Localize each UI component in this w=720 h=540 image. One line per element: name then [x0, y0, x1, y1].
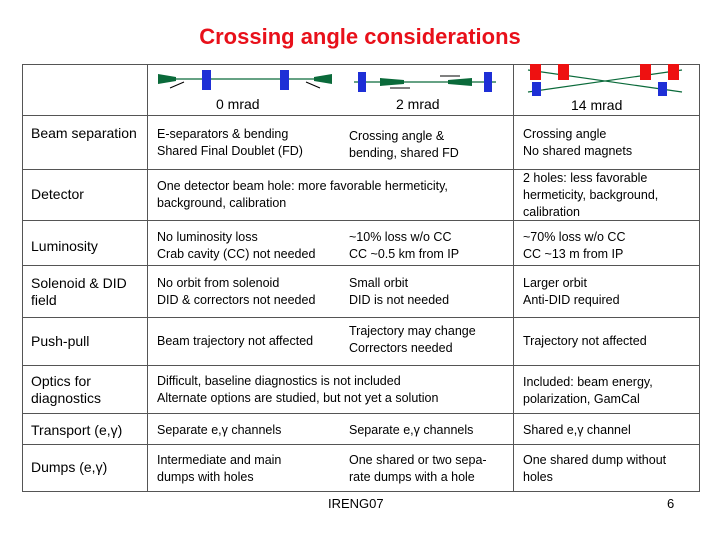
page-number: 6 [667, 496, 675, 511]
diagram-0mrad [150, 64, 340, 94]
row-divider [22, 265, 700, 266]
column-header-0mrad: 0 mrad [216, 96, 260, 112]
cell-line: One detector beam hole: more favorable hermeticity, [157, 179, 448, 193]
cell-line: CC ~13 m from IP [523, 247, 624, 261]
cell-line: One shared or two sepa- [349, 453, 487, 467]
row-divider [22, 413, 700, 414]
cell-detector-0-2mrad [157, 178, 448, 212]
cell-line: One shared dump without [523, 453, 667, 467]
cell-line: Larger orbit [523, 276, 587, 290]
cell-line: Included: beam energy, [523, 375, 653, 389]
column-header-2mrad: 2 mrad [396, 96, 440, 112]
cell-line: No shared magnets [523, 144, 633, 158]
diagram-2mrad [350, 66, 500, 96]
cell-luminosity-2mrad [349, 229, 459, 263]
cell-line: Trajectory may change [349, 324, 476, 338]
cell-line: holes [523, 470, 553, 484]
cell-line: No orbit from solenoid [157, 276, 280, 290]
cell-transport-2mrad [349, 422, 473, 439]
cell-luminosity-14mrad [523, 229, 625, 263]
row-label-detector: Detector [31, 186, 84, 202]
cell-line: Difficult, baseline diagnostics is not included [157, 374, 401, 388]
cell-line: Shared e,γ channel [523, 423, 631, 437]
column-divider [147, 64, 148, 492]
cell-dumps-2mrad [349, 452, 487, 486]
cell-line: Anti-DID required [523, 293, 620, 307]
column-divider [513, 64, 514, 492]
row-divider [22, 115, 700, 116]
cell-line: DID & correctors not needed [157, 293, 316, 307]
cell-push-pull-2mrad [349, 323, 476, 357]
row-label-solenoid-did: Solenoid & DID field [31, 275, 127, 308]
table-border-left [22, 64, 23, 492]
row-divider [22, 317, 700, 318]
cell-line: Shared Final Doublet (FD) [157, 144, 303, 158]
cell-beam-separation-0mrad [157, 126, 303, 160]
cell-line: DID is not needed [349, 293, 450, 307]
cell-line: No luminosity loss [157, 230, 258, 244]
cell-line: Crossing angle [523, 127, 607, 141]
cell-line: 2 holes: less favorable [523, 171, 648, 185]
cell-line: Trajectory not affected [523, 334, 647, 348]
cell-dumps-0mrad [157, 452, 281, 486]
cell-line: Alternate options are studied, but not yet a solution [157, 391, 439, 405]
footer-label: IRENG07 [328, 496, 384, 511]
row-label-transport: Transport (e,γ) [31, 422, 123, 438]
cell-detector-14mrad [523, 170, 658, 221]
cell-line: Intermediate and main [157, 453, 282, 467]
row-divider [22, 444, 700, 445]
cell-beam-separation-14mrad [523, 126, 632, 160]
cell-line: polarization, GamCal [523, 392, 640, 406]
row-label-beam-separation: Beam separation [31, 125, 137, 141]
cell-line: Separate e,γ channels [157, 423, 282, 437]
cell-line: Crossing angle & [349, 129, 445, 143]
diagram-14mrad [520, 62, 690, 98]
cell-line: ~70% loss w/o CC [523, 230, 626, 244]
cell-line: background, calibration [157, 196, 287, 210]
cell-line: hermeticity, background, [523, 188, 659, 202]
table-border-bottom [22, 491, 700, 492]
cell-transport-14mrad [523, 422, 631, 439]
row-label-luminosity: Luminosity [31, 238, 98, 254]
cell-line: Small orbit [349, 276, 409, 290]
cell-push-pull-0mrad [157, 333, 313, 350]
cell-line: Separate e,γ channels [349, 423, 474, 437]
row-divider [22, 365, 700, 366]
cell-transport-0mrad [157, 422, 281, 439]
cell-line: Crab cavity (CC) not needed [157, 247, 316, 261]
cell-optics-0-2mrad [157, 373, 438, 407]
cell-solenoid-14mrad [523, 275, 620, 309]
cell-dumps-14mrad [523, 452, 666, 486]
cell-line: ~10% loss w/o CC [349, 230, 452, 244]
cell-luminosity-0mrad [157, 229, 315, 263]
cell-optics-14mrad [523, 374, 653, 408]
cell-line: rate dumps with a hole [349, 470, 475, 484]
cell-line: dumps with holes [157, 470, 254, 484]
row-label-push-pull: Push-pull [31, 333, 90, 349]
cell-solenoid-2mrad [349, 275, 449, 309]
page-title: Crossing angle considerations [199, 24, 521, 49]
cell-line: bending, shared FD [349, 146, 459, 160]
cell-line: Beam trajectory not affected [157, 334, 314, 348]
cell-beam-separation-2mrad [349, 128, 459, 162]
cell-push-pull-14mrad [523, 333, 647, 350]
table-border-right [699, 64, 700, 492]
cell-solenoid-0mrad [157, 275, 315, 309]
column-header-14mrad: 14 mrad [571, 97, 623, 113]
cell-line: Correctors needed [349, 341, 453, 355]
row-label-dumps: Dumps (e,γ) [31, 459, 108, 475]
row-label-optics-diagnostics: Optics for diagnostics [31, 373, 102, 406]
cell-line: CC ~0.5 km from IP [349, 247, 460, 261]
cell-line: E-separators & bending [157, 127, 289, 141]
cell-line: calibration [523, 205, 580, 219]
